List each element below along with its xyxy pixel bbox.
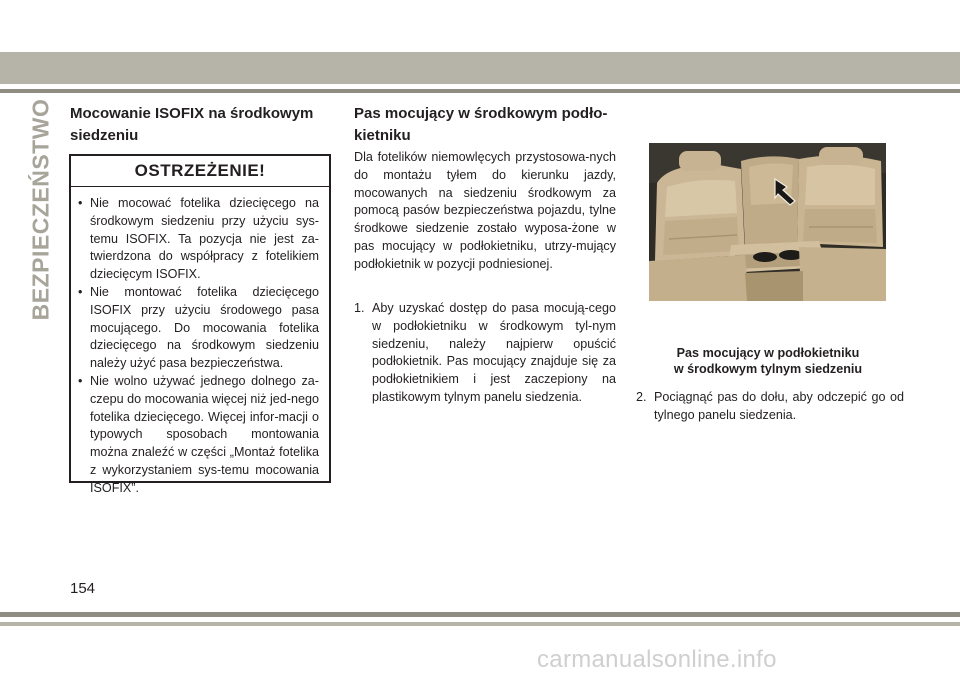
photo-caption	[645, 345, 891, 377]
step-item	[354, 300, 616, 407]
footer-band	[0, 622, 960, 626]
header-band	[0, 52, 960, 84]
warning-box	[69, 154, 331, 495]
warning-item: • Nie mocować fotelika dziecięcego na środkowym siedzeniu przy użyciu sys-temu ISOFIX. Ta pozycja nie jest za-twierdzona do współpracy z fotelikiem dziecięcym ISOFIX.	[77, 195, 319, 284]
steps-list-1	[354, 300, 616, 407]
step-number: 2.	[636, 390, 647, 404]
warning-title: OSTRZEŻENIE!	[71, 156, 329, 187]
isofix-center-heading: Mocowanie ISOFIX na środkowym siedzeniu	[70, 105, 314, 144]
header-rule	[0, 89, 960, 93]
armrest-tether-paragraph: Dla fotelików niemowlęcych przystosowa-nych do montażu tyłem do kierunku jazdy, mocowanych na siedzeniu środkowym za pomocą pasów bezpieczeństwa pojazdu, tylne środkowe siedzenie zostało wyposa-żone w pas mocujący w podłokietniku, utrzy-mujący podłokietnik w pozycji podniesionej.	[354, 150, 616, 271]
armrest-tether-photo	[649, 143, 886, 301]
step-text: Aby uzyskać dostęp do pasa mocują-cego w podłokietniku w środkowym tyl-nym siedzeniu, należy najpierw opuścić podłokietnik. Pas mocujący znajduje się za podłokietnikiem i jest zaczepiony na plastikowym tylnym panelu siedzenia.	[372, 301, 616, 404]
step-item	[636, 389, 904, 425]
section-side-tab	[26, 100, 56, 318]
warning-item: • Nie montować fotelika dziecięcego ISOFIX przy użyciu środowego pasa mocującego. Do mocowania fotelika dziecięcego na środkowym siedzeniu należy użyć pasa bezpieczeństwa.	[77, 284, 319, 373]
steps-list-2	[636, 389, 904, 425]
footer-rule	[0, 612, 960, 617]
watermark: carmanualsonline.info	[537, 646, 777, 673]
section-side-tab-label: BEZPIECZEŃSTWO	[27, 98, 54, 320]
warning-item: • Nie wolno używać jednego dolnego za-czepu do mocowania więcej niż jed-nego fotelika dziecięcego. Więcej infor-macji o typowych sposobach montowania można znaleźć w części „Montaż fotelika z wykorzystaniem sys-temu mocowania ISOFIX”.	[77, 373, 319, 498]
step-text: Pociągnąć pas do dołu, aby odczepić go od tylnego panelu siedzenia.	[654, 390, 904, 422]
warning-list	[71, 187, 329, 498]
photo-caption-line2: w środkowym tylnym siedzeniu	[673, 362, 863, 376]
rear-seat-image	[649, 143, 886, 301]
photo-caption-line1: Pas mocujący w podłokietniku	[676, 346, 860, 360]
page-number: 154	[70, 580, 96, 597]
armrest-tether-heading: Pas mocujący w środkowym podło-kietniku	[354, 105, 608, 144]
step-number: 1.	[354, 301, 365, 315]
